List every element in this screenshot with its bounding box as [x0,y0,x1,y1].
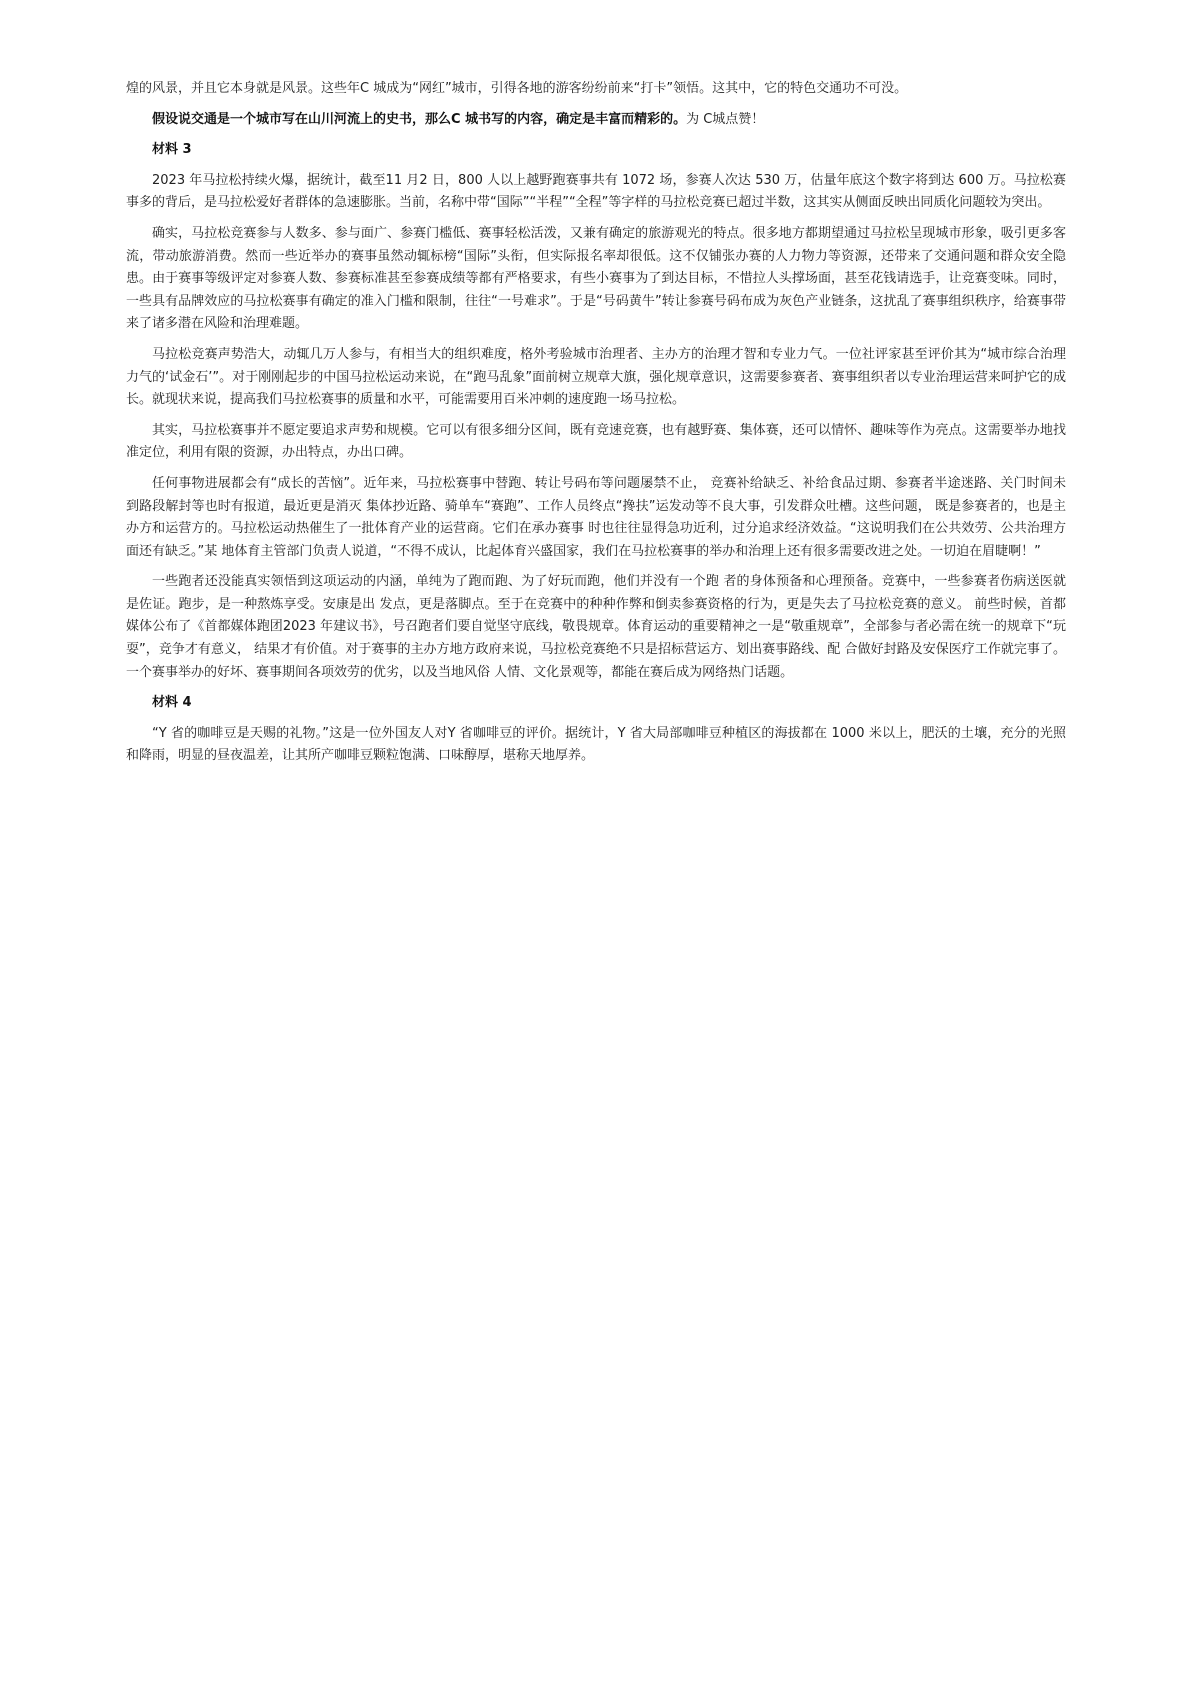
intro-paragraph: 煌的风景，并且它本身就是风景。这些年C 城成为“网红”城市，引得各地的游客纷纷前来“打卡”领悟。这其中，它的特色交通功不可没。 [126,81,908,96]
material-3-paragraph-3: 马拉松竞赛声势浩大，动辄几万人参与，有相当大的组织难度，格外考验城市治理者、主办方的治理才智和专业力气。一位社评家甚至评价其为“城市综合治理力气的‘试金石’”。对于刚刚起步的中国马拉松运动来说，在“跑马乱象”面前树立规章大旗，强化规章意识，这需要参赛者、赛事组织者以专业治理运营来呵护它的成长。就现状来说，提高我们马拉松赛事的质量和水平，可能需要用百米冲刺的速度跑一场马拉松。 [126,346,1066,408]
material-3-paragraph-6: 一些跑者还没能真实领悟到这项运动的内涵，单纯为了跑而跑、为了好玩而跑，他们并没有一个跑 者的身体预备和心理预备。竞赛中，一些参赛者伤病送医就是佐证。跑步，是一种熬炼享受。安康是出 发点，更是落脚点。至于在竞赛中的种种作弊和倒卖参赛资格的行为，更是失去了马拉松竞赛的意义。 前些时候，首都媒体公布了《首都媒体跑团2023 年建议书》，号召跑者们要自觉坚守底线，敬畏规章。体育运动的重要精神之一是“敬重规章”，全部参与者必需在统一的规章下“玩耍”，竞争才有意义， 结果才有价值。对于赛事的主办方地方政府来说，马拉松竞赛绝不只是招标营运方、划出赛事路线、配 合做好封路及安保医疗工作就完事了。一个赛事举办的好坏、赛事期间各项效劳的优劣，以及当地风俗 人情、文化景观等，都能在赛后成为网络热门话题。 [126,574,1066,680]
material-4-paragraph-1: “Y 省的咖啡豆是天赐的礼物。”这是一位外国友人对Y 省咖啡豆的评价。据统计，Y 省大局部咖啡豆种植区的海拔都在 1000 米以上，肥沃的土壤，充分的光照和降雨，明显的昼夜温差，让其所产咖啡豆颗粒饱满、口味醇厚，堪称天地厚养。 [126,725,1066,764]
material-3-heading: 材料 3 [152,142,192,158]
material-3-paragraph-5: 任何事物进展都会有“成长的苦恼”。近年来，马拉松赛事中替跑、转让号码布等问题屡禁不止， 竞赛补给缺乏、补给食品过期、参赛者半途迷路、关门时间未到路段解封等也时有报道，最近更是消灭 集体抄近路、骑单车“赛跑”、工作人员终点“搀扶”运发动等不良大事，引发群众吐槽。这些问题， 既是参赛者的，也是主办方和运营方的。马拉松运动热催生了一批体育产业的运营商。它们在承办赛事 时也往往显得急功近利，过分追求经济效益。“这说明我们在公共效劳、公共治理方面还有缺乏。”某 地体育主管部门负责人说道，“不得不成认，比起体育兴盛国家，我们在马拉松赛事的举办和治理上还有很多需要改进之处。一切迫在眉睫啊！” [126,475,1066,559]
document-body [126,78,1066,776]
material-4-heading: 材料 4 [152,695,192,711]
c-city-bold-sentence: 假设说交通是一个城市写在山川河流上的史书，那么C 城书写的内容，确定是丰富而精彩的。 [152,111,687,127]
c-city-paragraph [126,109,1066,132]
c-city-tail: 为 C城点赞！ [686,111,765,127]
material-3-paragraph-4: 其实，马拉松赛事并不愿定要追求声势和规模。它可以有很多细分区间，既有竞速竞赛，也有越野赛、集体赛，还可以情怀、趣味等作为亮点。这需要举办地找准定位，利用有限的资源，办出特点，办出口碑。 [126,422,1066,461]
material-3-paragraph-2: 确实，马拉松竞赛参与人数多、参与面广、参赛门槛低、赛事轻松活泼，又兼有确定的旅游观光的特点。很多地方都期望通过马拉松呈现城市形象，吸引更多客流，带动旅游消费。然而一些近举办的赛事虽然动辄标榜“国际”头衔，但实际报名率却很低。这不仅铺张办赛的人力物力等资源，还带来了交通问题和群众安全隐患。由于赛事等级评定对参赛人数、参赛标准甚至参赛成绩等都有严格要求，有些小赛事为了到达目标，不惜拉人头撑场面，甚至花钱请选手，让竞赛变味。同时，一些具有品牌效应的马拉松赛事有确定的准入门槛和限制，往往“一号难求”。于是“号码黄牛”转让参赛号码布成为灰色产业链条，这扰乱了赛事组织秩序，给赛事带来了诸多潜在风险和治理难题。 [126,225,1066,332]
material-3-paragraph-1: 2023 年马拉松持续火爆，据统计，截至11 月2 日，800 人以上越野跑赛事共有 1072 场，参赛人次达 530 万，估量年底这个数字将到达 600 万。马拉松赛事多的背后，是马拉松爱好者群体的急速膨胀。当前，名称中带“国际”“半程”“全程”等字样的马拉松竞赛已超过半数，这其实从侧面反映出同质化问题较为突出。 [126,172,1066,211]
